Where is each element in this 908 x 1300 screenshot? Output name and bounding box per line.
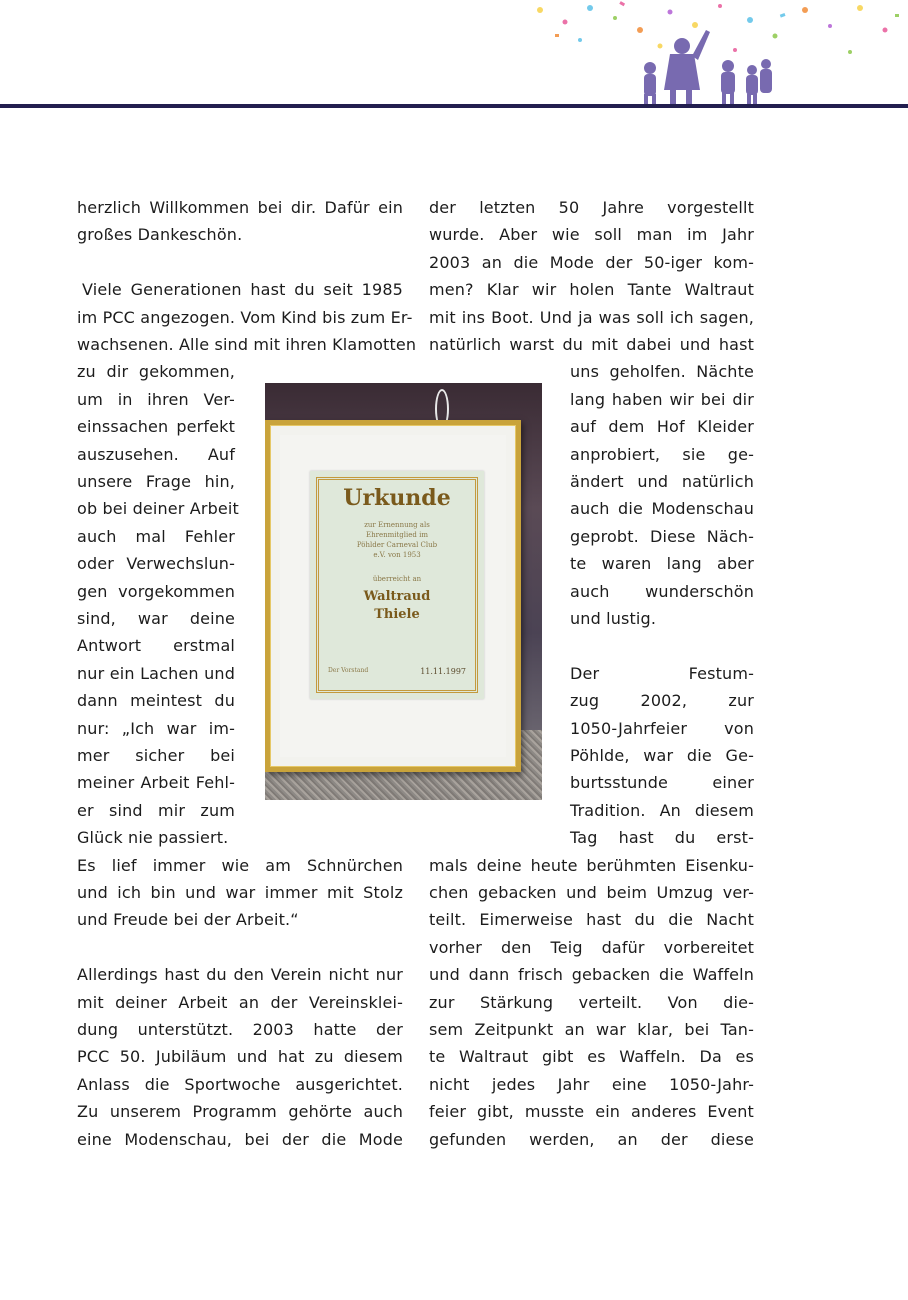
right-column-line: burtsstunde einer bbox=[570, 773, 754, 793]
certificate-line: Ehrenmitglied im bbox=[366, 531, 428, 539]
left-column-line: einssachen perfekt bbox=[77, 417, 235, 437]
left-column-line: wachsenen. Alle sind mit ihren Klamotten bbox=[77, 335, 417, 354]
certificate-title: Urkunde bbox=[343, 485, 451, 511]
left-column-line: unsere Frage hin, bbox=[77, 472, 235, 491]
left-column-line: mit deiner Arbeit an der Vereinsklei- bbox=[77, 992, 403, 1012]
left-column-line: eine Modenschau, bei der die Mode bbox=[77, 1129, 403, 1149]
right-column-line: 2003 an die Mode der 50-iger kom- bbox=[429, 252, 754, 272]
right-column-line: Tag hast du erst- bbox=[570, 828, 754, 848]
left-column-line: ob bei deiner Arbeit bbox=[77, 499, 239, 519]
right-column-line: nicht jedes Jahr eine 1050-Jahr- bbox=[429, 1074, 754, 1094]
left-column-line: Zu unserem Programm gehörte auch bbox=[77, 1102, 403, 1122]
right-column-line: mit ins Boot. Und ja was soll ich sagen, bbox=[429, 307, 754, 327]
left-column-line: nur ein Lachen und bbox=[77, 663, 235, 683]
right-column-line: der letzten 50 Jahre vorgestellt bbox=[429, 198, 754, 217]
left-column-line: und Freude bei der Arbeit.“ bbox=[77, 910, 299, 930]
certificate-name-first: Waltraud bbox=[363, 589, 431, 604]
left-column-line: meiner Arbeit Fehl- bbox=[77, 773, 235, 793]
left-column-line: dung unterstützt. 2003 hatte der bbox=[77, 1020, 403, 1039]
right-column-line: teilt. Eimerweise hast du die Nacht bbox=[429, 910, 754, 930]
right-column-line: zur Stärkung verteilt. Von die- bbox=[429, 992, 754, 1012]
certificate-document bbox=[310, 471, 484, 699]
right-column-line: zug 2002, zur bbox=[570, 691, 754, 711]
right-column-line: 1050-Jahrfeier von bbox=[570, 718, 754, 738]
left-column-line: um in ihren Ver- bbox=[77, 389, 235, 409]
certificate-line: zur Ernennung als bbox=[364, 521, 430, 529]
left-column-line: auszusehen. Auf bbox=[77, 444, 235, 464]
left-column-line: Anlass die Sportwoche ausgerichtet. bbox=[77, 1074, 403, 1094]
certificate-photo bbox=[265, 383, 542, 800]
right-column-line: ändert und natürlich bbox=[570, 472, 754, 491]
left-column-line: gen vorgekommen bbox=[77, 581, 235, 601]
certificate-date: 11.11.1997 bbox=[420, 667, 466, 676]
left-column-line: Allerdings hast du den Verein nicht nur bbox=[77, 965, 403, 985]
right-column-line: Der Festum- bbox=[570, 663, 754, 683]
left-column-line: dann meintest du bbox=[77, 691, 235, 711]
left-column-line: Antwort erstmal bbox=[77, 636, 235, 656]
right-column-line: mals deine heute berühmten Eisenku- bbox=[429, 855, 754, 875]
left-column-line: herzlich Willkommen bei dir. Dafür ein bbox=[77, 198, 403, 217]
right-column-line: Tradition. An diesem bbox=[570, 800, 754, 820]
left-column-line: oder Verwechslun- bbox=[77, 554, 235, 574]
left-column-line: großes Dankeschön. bbox=[77, 225, 243, 245]
gold-picture-frame bbox=[265, 420, 521, 772]
right-column-line: lang haben wir bei dir bbox=[570, 389, 754, 409]
left-column-line: im PCC angezogen. Vom Kind bis zum Er- bbox=[77, 307, 413, 327]
certificate-line: überreicht an bbox=[372, 575, 422, 583]
right-column-line: auch wunderschön bbox=[570, 581, 754, 601]
left-column-line: mer sicher bei bbox=[77, 746, 235, 765]
right-column-line: vorher den Teig dafür vorbereitet bbox=[429, 937, 754, 957]
left-column-line: er sind mir zum bbox=[77, 800, 235, 820]
certificate-line: e.V. von 1953 bbox=[373, 551, 421, 559]
right-column-line: auf dem Hof Kleider bbox=[570, 417, 754, 437]
left-column-line: PCC 50. Jubiläum und hat zu diesem bbox=[77, 1047, 403, 1067]
right-column-line: chen gebacken und beim Umzug ver- bbox=[429, 883, 754, 902]
right-column-line: uns geholfen. Nächte bbox=[570, 362, 754, 382]
right-column-line: wurde. Aber wie soll man im Jahr bbox=[429, 225, 754, 245]
right-column-line: anprobiert, sie ge- bbox=[570, 444, 754, 464]
left-column-line: zu dir gekommen, bbox=[77, 362, 235, 382]
certificate-name-last: Thiele bbox=[374, 607, 420, 622]
left-column-line: nur: „Ich war im- bbox=[77, 718, 235, 738]
right-column-line: natürlich warst du mit dabei und hast bbox=[429, 335, 754, 354]
left-column-line: Glück nie passiert. bbox=[77, 828, 229, 848]
right-column-line: gefunden werden, an der diese bbox=[429, 1129, 754, 1149]
right-column-line: und dann frisch gebacken die Waffeln bbox=[429, 965, 754, 985]
right-column-line: te waren lang aber bbox=[570, 554, 754, 574]
right-column-line: te Waltraut gibt es Waffeln. Da es bbox=[429, 1047, 754, 1067]
right-column-line: Pöhlde, war die Ge- bbox=[570, 746, 754, 765]
certificate-line: Pöhlder Carneval Club bbox=[356, 541, 438, 549]
left-column-line: Es lief immer wie am Schnürchen bbox=[77, 855, 403, 875]
right-column-line: men? Klar wir holen Tante Waltraut bbox=[429, 280, 754, 300]
right-column-line: und lustig. bbox=[570, 609, 657, 628]
right-column-line: geprobt. Diese Näch- bbox=[570, 526, 754, 546]
left-column-line: Viele Generationen hast du seit 1985 bbox=[82, 280, 403, 300]
certificate-signatory: Der Vorstand bbox=[328, 667, 369, 674]
children-silhouette-icon bbox=[620, 20, 790, 106]
left-column-line: sind, war deine bbox=[77, 609, 235, 628]
header-rule bbox=[0, 104, 908, 108]
right-column-line: auch die Modenschau bbox=[570, 499, 754, 519]
right-column-line: sem Zeitpunkt an war klar, bei Tan- bbox=[429, 1020, 754, 1039]
right-column-line: feier gibt, musste ein anderes Event bbox=[429, 1102, 754, 1122]
left-column-line: auch mal Fehler bbox=[77, 526, 235, 546]
left-column-line: und ich bin und war immer mit Stolz bbox=[77, 883, 403, 902]
